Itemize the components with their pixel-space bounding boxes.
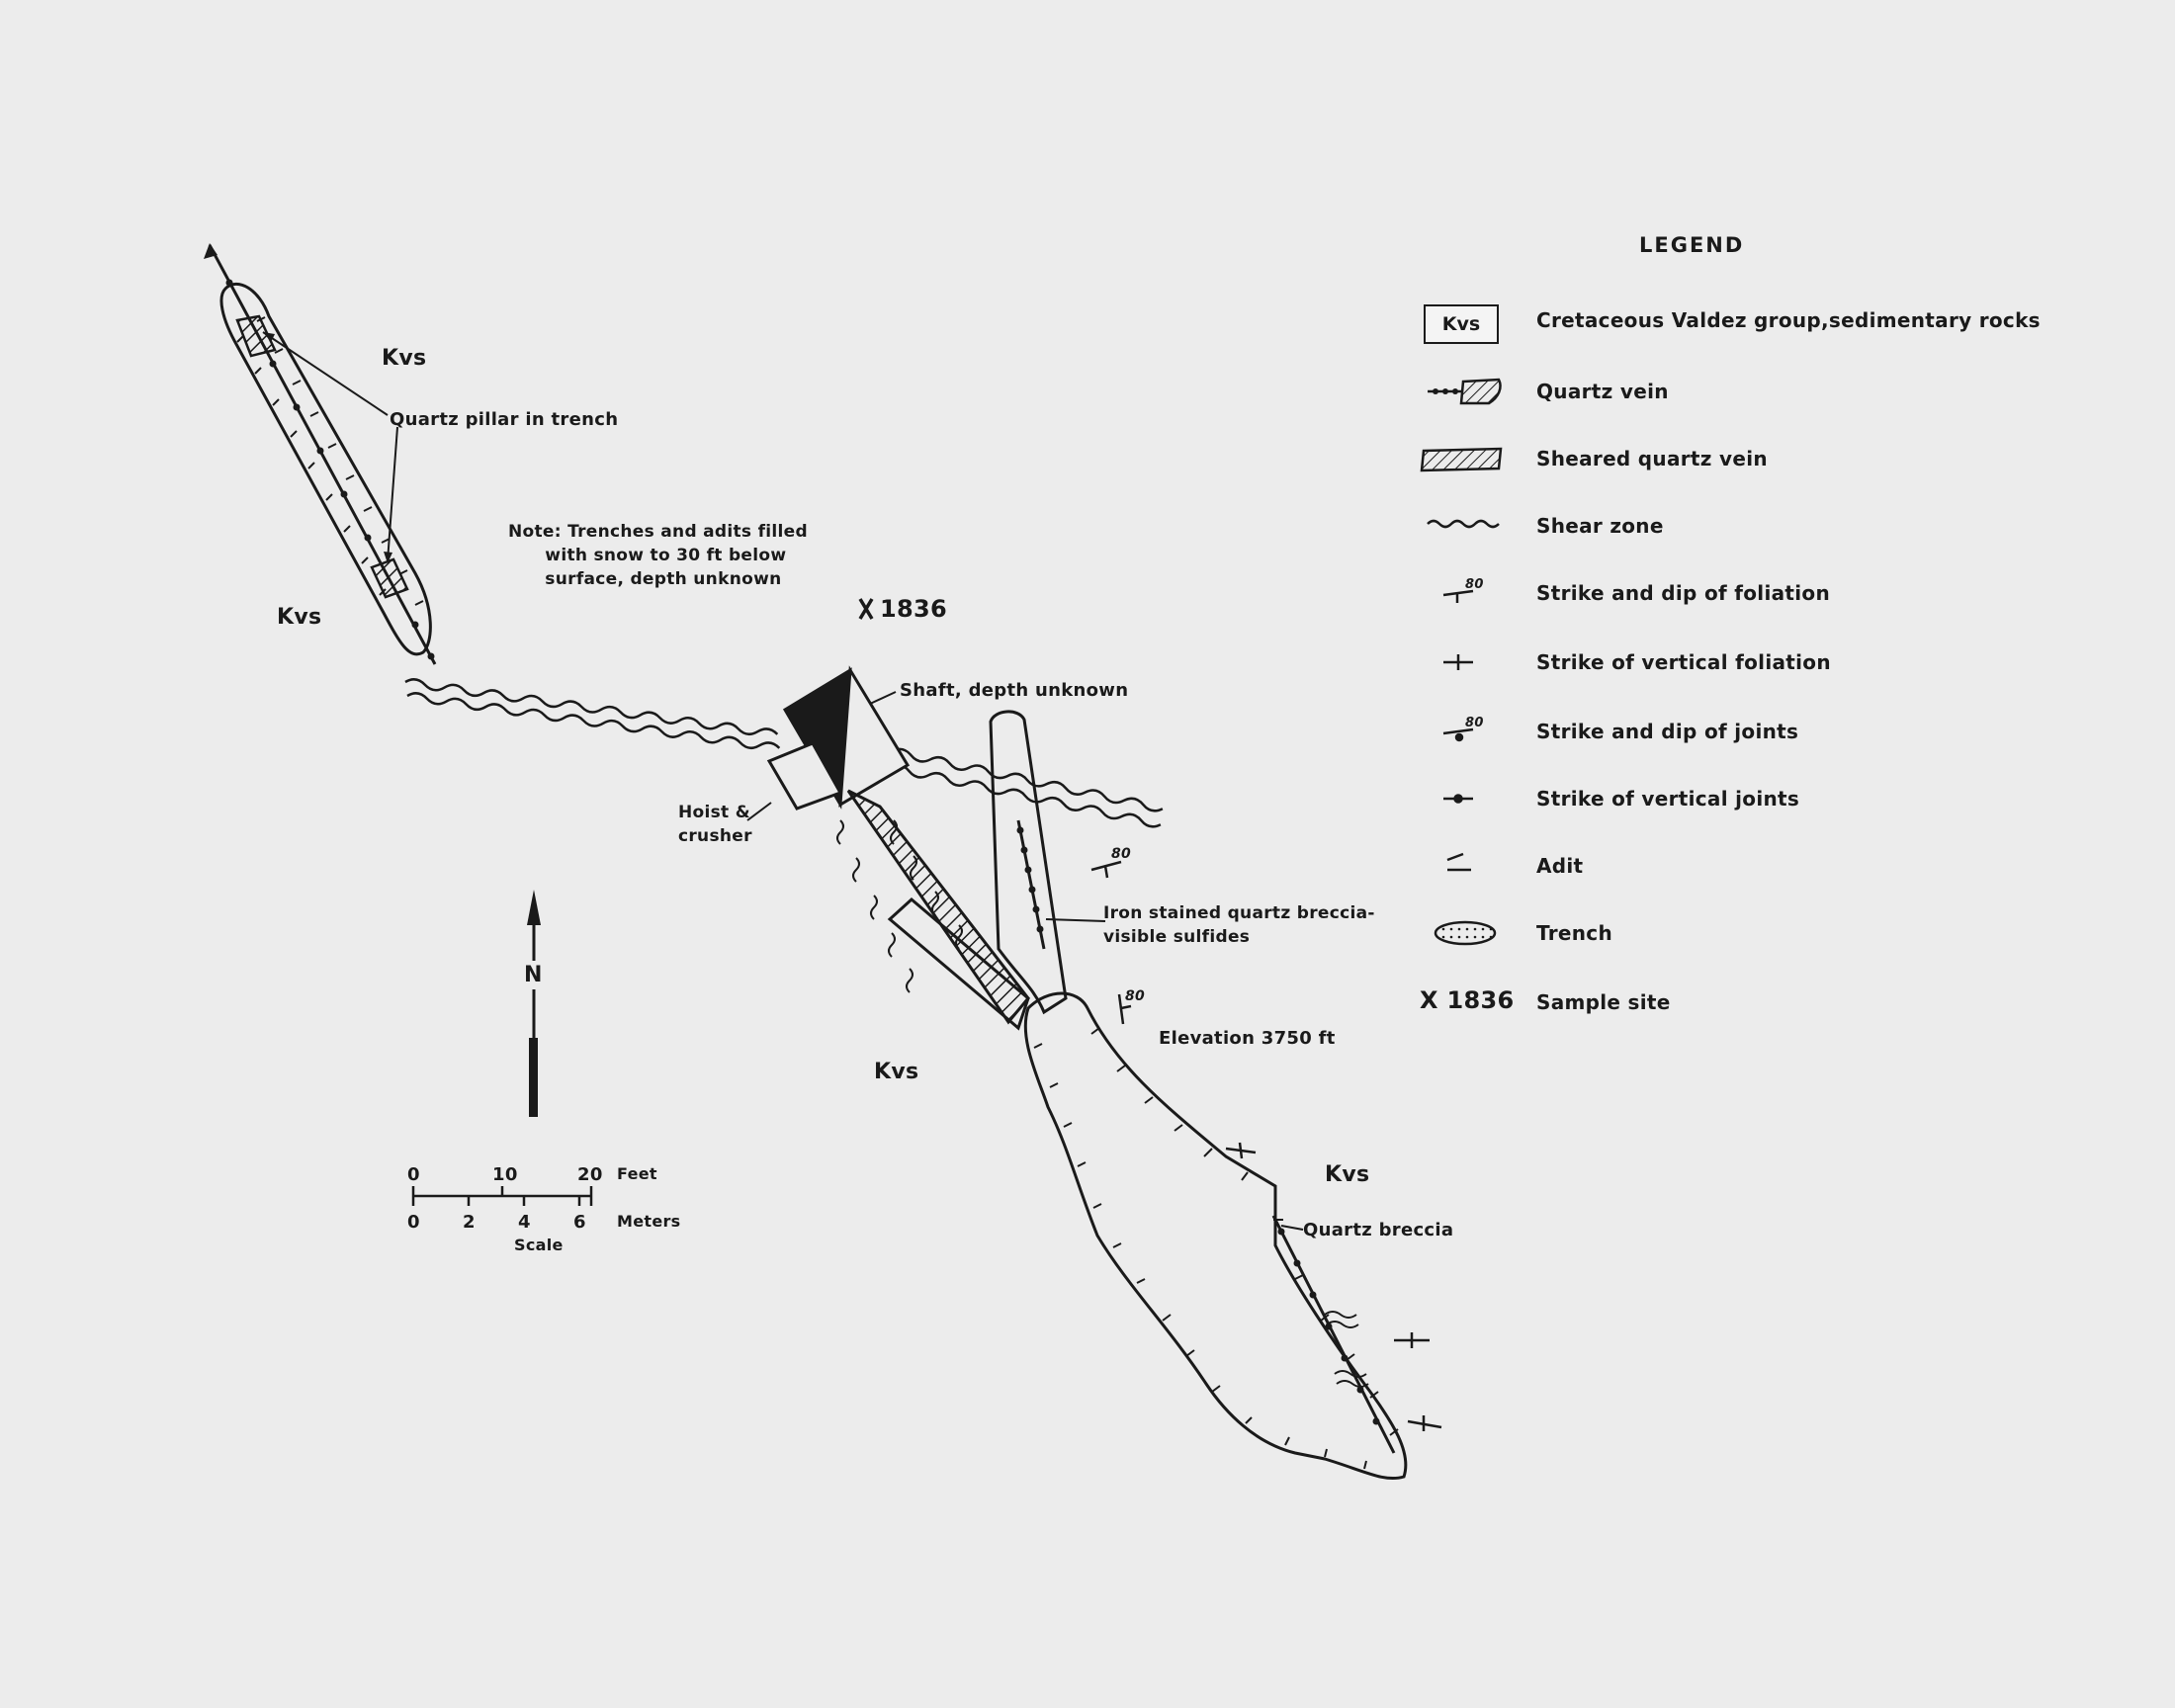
map-vertical-foliation-3: [1408, 1415, 1441, 1431]
scale-feet-tick: 0: [407, 1164, 420, 1185]
iron-stained-vein: [1017, 820, 1045, 949]
scale-meter-tick: 6: [573, 1212, 586, 1233]
upper-quartz-vein: [204, 243, 435, 664]
legend-sheared-quartz-vein-symbol: [1422, 449, 1501, 470]
legend-item-label: Sample site: [1536, 990, 1671, 1014]
quartz-breccia-leader: [1281, 1226, 1303, 1230]
shear-zone-west: [404, 678, 779, 752]
legend-item-label: Cretaceous Valdez group,sedimentary rocks: [1536, 308, 2041, 332]
unit-label-kvs: Kvs: [1325, 1162, 1370, 1187]
sample-site-label: 1836: [880, 595, 947, 623]
north-arrow-letter: N: [524, 963, 543, 987]
scale-feet-tick: 20: [577, 1164, 603, 1185]
legend-item-label: Strike of vertical foliation: [1536, 650, 1831, 674]
legend-item-label: Strike and dip of joints: [1536, 720, 1799, 743]
unit-label-kvs: Kvs: [382, 346, 427, 371]
legend-dip-value: 80: [1465, 577, 1484, 592]
scale-meter-unit: Meters: [617, 1212, 681, 1231]
legend-item-label: Sheared quartz vein: [1536, 447, 1768, 470]
scale-meter-tick: 4: [518, 1212, 531, 1233]
sample-site-marker: [860, 599, 872, 619]
unit-label-kvs: Kvs: [874, 1060, 919, 1084]
legend-title: LEGEND: [1639, 233, 1745, 257]
iron-stained-label: Iron stained quartz breccia- visible sulfides: [1103, 903, 1375, 947]
quartz-pillar-lower: [372, 559, 407, 597]
shaft-leader: [870, 692, 896, 704]
legend-foliation-dip-symbol: [1443, 591, 1473, 603]
breccia-shear-marks: [1325, 1312, 1368, 1387]
legend-trench-symbol: [1436, 922, 1495, 944]
legend-item-label: Trench: [1536, 921, 1613, 945]
hoist-crusher-label: Hoist & crusher: [678, 803, 752, 846]
pillar-leader-1: [263, 332, 388, 415]
shaft-label: Shaft, depth unknown: [900, 680, 1129, 701]
legend-shear-zone-symbol: [1428, 521, 1499, 527]
snow-note: Note: Trenches and adits filled with snow to 30 ft below surface, depth unknown: [508, 522, 808, 589]
legend-adit-symbol: [1447, 854, 1471, 870]
legend-item-label: Strike of vertical joints: [1536, 787, 1800, 811]
map-foliation-symbol-1: [1091, 862, 1121, 878]
legend-sample-symbol: X 1836: [1420, 986, 1515, 1014]
map-vertical-foliation-2: [1394, 1332, 1430, 1348]
main-trench-ticks: [1034, 1028, 1398, 1469]
scale-bar: [413, 1186, 591, 1206]
map-vertical-foliation-1: [1226, 1143, 1256, 1158]
legend-dip-value: 80: [1465, 716, 1484, 730]
scale-feet-unit: Feet: [617, 1164, 657, 1183]
quartz-breccia-label: Quartz breccia: [1303, 1220, 1454, 1240]
north-arrow: [527, 890, 541, 1117]
scale-meter-tick: 2: [463, 1212, 476, 1233]
elevation-label: Elevation 3750 ft: [1159, 1028, 1336, 1049]
dip-value-label: 80: [1111, 846, 1132, 862]
legend-item-label: Quartz vein: [1536, 380, 1669, 403]
quartz-pillar-label: Quartz pillar in trench: [390, 409, 619, 430]
dip-value-label: 80: [1125, 988, 1146, 1004]
legend-kvs-symbol: Kvs: [1424, 304, 1499, 344]
legend-vertical-foliation-symbol: [1443, 654, 1473, 670]
legend-item-label: Adit: [1536, 854, 1584, 878]
shear-zone-east: [889, 747, 1164, 828]
legend-vertical-joint-symbol: [1443, 796, 1473, 803]
quartz-breccia-vein: [1273, 1216, 1394, 1453]
unit-label-kvs: Kvs: [277, 605, 322, 630]
legend-item-label: Strike and dip of foliation: [1536, 581, 1830, 605]
legend-item-label: Shear zone: [1536, 514, 1664, 538]
legend-joint-dip-symbol: [1443, 729, 1473, 740]
scale-feet-tick: 10: [492, 1164, 518, 1185]
scale-caption: Scale: [514, 1236, 564, 1254]
legend-quartz-vein-symbol: [1428, 380, 1501, 403]
scale-meter-tick: 0: [407, 1212, 420, 1233]
